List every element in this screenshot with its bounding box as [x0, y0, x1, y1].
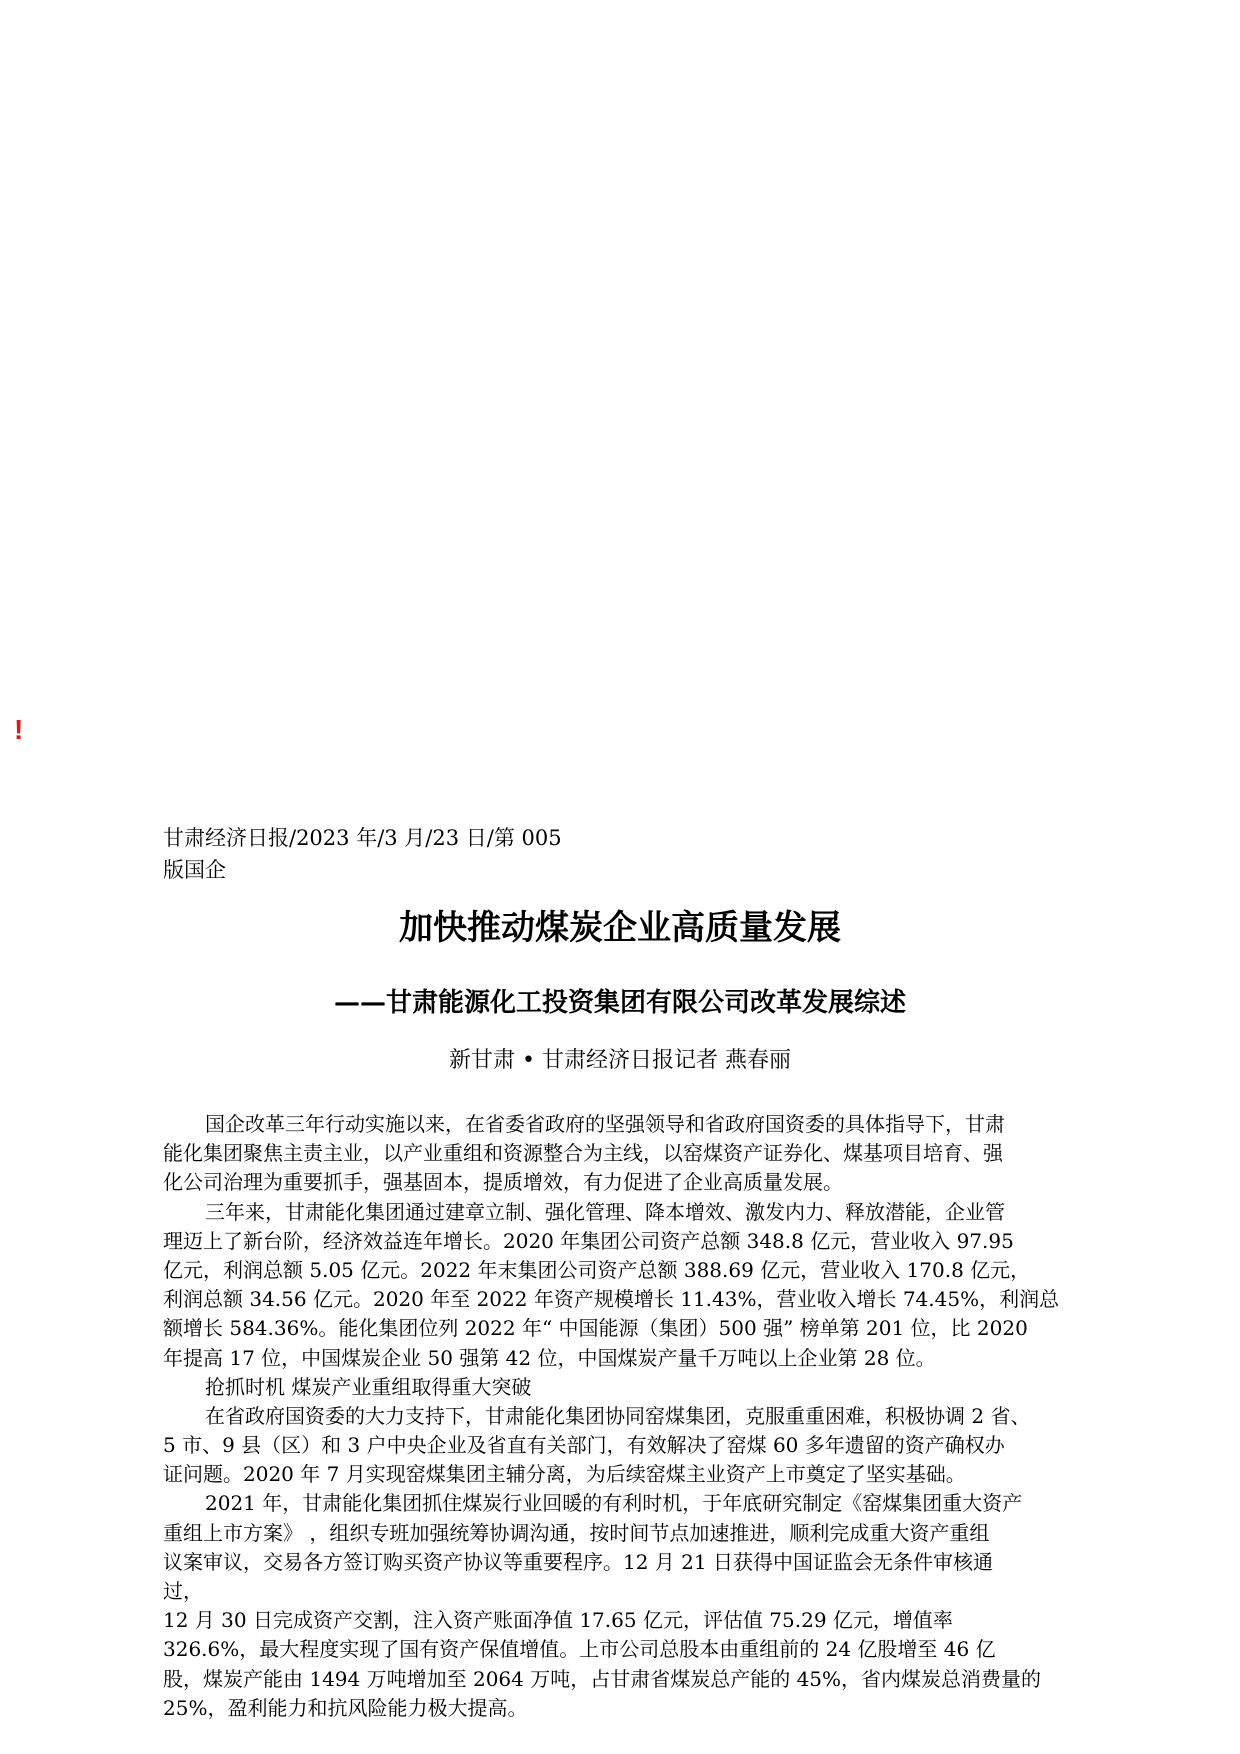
source-info: [163, 822, 562, 886]
body-line: 国企改革三年行动实施以来，在省委省政府的坚强领导和省政府国资委的具体指导下，甘肃: [205, 1112, 1005, 1136]
body-line: 三年来，甘肃能化集团通过建章立制、强化管理、降本增效、激发内力、释放潜能，企业管: [205, 1199, 1005, 1224]
red-exclamation-mark: !: [14, 714, 24, 745]
body-line: 在省政府国资委的大力支持下，甘肃能化集团协同窑煤集团，克服重重困难，积极协调 2 省、: [205, 1403, 1031, 1428]
body-line: 股，煤炭产能由 1494 万吨增加至 2064 万吨，占甘肃省煤炭总产能的 45%，省内煤炭总消费量的: [163, 1666, 1042, 1691]
body-line: 证问题。2020 年 7 月实现窑煤集团主辅分离，为后续窑煤主业资产上市奠定了坚实基础。: [163, 1462, 966, 1487]
source-line-1: 甘肃经济日报/2023 年/3 月/23 日/第 005: [163, 826, 562, 850]
article-byline: 新甘肃 • 甘肃经济日报记者 燕春丽: [449, 1048, 791, 1073]
body-line: 能化集团聚焦主责主业，以产业重组和资源整合为主线，以窑煤资产证券化、煤基项目培育、强: [163, 1141, 1003, 1166]
source-line-2: 版国企: [163, 858, 226, 882]
body-line: 326.6%，最大程度实现了国有资产保值增值。上市公司总股本由重组前的 24 亿股增至 46 亿: [163, 1637, 996, 1662]
body-line: 过，: [163, 1579, 203, 1603]
body-line: 化公司治理为重要抓手，强基固本，提质增效，有力促进了企业高质量发展。: [163, 1170, 843, 1195]
body-line: 12 月 30 日完成资产交割，注入资产账面净值 17.65 亿元，评估值 75.29 亿元，增值率: [163, 1608, 953, 1633]
body-line: 理迈上了新台阶，经济效益连年增长。2020 年集团公司资产总额 348.8 亿元，营业收入 97.95: [163, 1228, 1014, 1253]
body-line: 重组上市方案》 ，组织专班加强统筹协调沟通，按时间节点加速推进，顺利完成重大资产重组: [163, 1520, 990, 1545]
article-title: 加快推动煤炭企业高质量发展: [399, 908, 841, 948]
article-subtitle: ——甘肃能源化工投资集团有限公司改革发展综述: [333, 988, 906, 1018]
article-body: [163, 1110, 1083, 1723]
body-line: 25%，盈利能力和抗风险能力极大提高。: [163, 1695, 528, 1720]
body-line: 5 市、9 县（区）和 3 户中央企业及省直有关部门，有效解决了窑煤 60 多年遗留的资产确权办: [163, 1433, 1005, 1458]
body-line: 额增长 584.36%。能化集团位列 2022 年“ 中国能源（集团）500 强” 榜单第 201 位，比 2020: [163, 1316, 1028, 1341]
body-line: 2021 年，甘肃能化集团抓住煤炭行业回暖的有利时机，于年底研究制定《窑煤集团重大资产: [205, 1491, 1023, 1516]
body-line: 议案审议，交易各方签订购买资产协议等重要程序。12 月 21 日获得中国证监会无条件审核通: [163, 1549, 993, 1574]
body-line: 抢抓时机 煤炭产业重组取得重大突破: [205, 1374, 532, 1399]
body-line: 利润总额 34.56 亿元。2020 年至 2022 年资产规模增长 11.43%，营业收入增长 74.45%，利润总: [163, 1287, 1060, 1312]
body-line: 年提高 17 位，中国煤炭企业 50 强第 42 位，中国煤炭产量千万吨以上企业第 28 位。: [163, 1345, 936, 1370]
body-line: 亿元，利润总额 5.05 亿元。2022 年末集团公司资产总额 388.69 亿元，营业收入 170.8 亿元，: [163, 1257, 1031, 1282]
